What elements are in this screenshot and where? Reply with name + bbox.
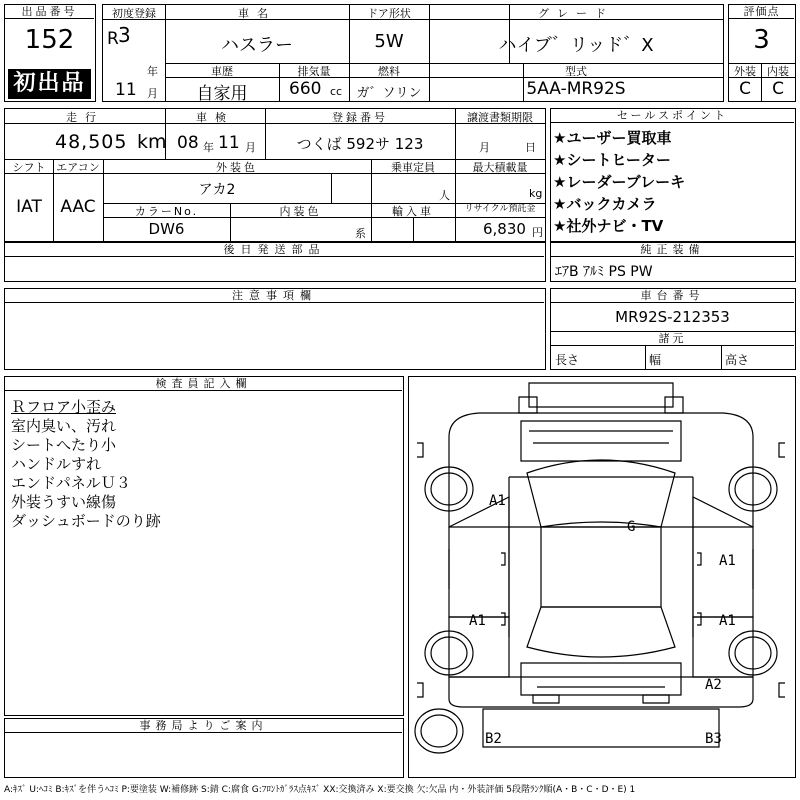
first-reg-month-unit: 月 bbox=[147, 87, 158, 100]
inspector-note-line: 室内臭い、汚れ bbox=[11, 417, 117, 435]
transfer-month-unit: 月 bbox=[479, 141, 490, 154]
transfer-label: 譲渡書類期限 bbox=[467, 111, 533, 124]
sales-point-item: ★レーダーブレーキ bbox=[553, 173, 686, 191]
fuel-label: 燃料 bbox=[378, 65, 400, 78]
first-reg-label: 初度登録 bbox=[112, 7, 156, 20]
sales-point-item: ★社外ナビ・TV bbox=[553, 217, 664, 235]
overall-score: 3 bbox=[753, 25, 770, 55]
inspection-month-unit: 月 bbox=[245, 141, 256, 154]
recycle-unit: 円 bbox=[532, 226, 543, 239]
car-outline-diagram bbox=[409, 377, 794, 776]
lot-box bbox=[4, 4, 96, 102]
first-reg-era: R bbox=[107, 29, 119, 49]
inspection-year: 08 bbox=[177, 133, 199, 153]
aircon: AAC bbox=[60, 197, 96, 217]
displacement-unit: cc bbox=[330, 85, 343, 98]
fuel: ガ゛ソリン bbox=[356, 86, 422, 101]
model-code: 5AA-MR92S bbox=[526, 79, 626, 99]
shipping-parts-box bbox=[4, 242, 546, 282]
damage-mark-rear-bumper-left: B2 bbox=[485, 731, 502, 747]
sales-point-item: ★ユーザー買取車 bbox=[553, 129, 672, 147]
exterior-color: アカ2 bbox=[198, 182, 236, 198]
interior-color-unit: 系 bbox=[355, 227, 366, 240]
equipment-box bbox=[550, 242, 796, 282]
grade: ハイブ゛リッド゛X bbox=[498, 35, 654, 56]
max-load-unit: kg bbox=[529, 187, 543, 200]
inspector-note-line: ダッシュボードのり跡 bbox=[11, 512, 161, 530]
inspector-note-line: ハンドルすれ bbox=[11, 455, 102, 473]
score-label: 評価点 bbox=[729, 5, 794, 19]
notes-label: 注意事項欄 bbox=[5, 289, 544, 303]
length-label: 長さ bbox=[555, 353, 580, 367]
chassis-number: MR92S-212353 bbox=[615, 308, 730, 326]
interior-score: C bbox=[772, 79, 784, 99]
notes-box bbox=[4, 288, 546, 370]
capacity-label: 乗車定員 bbox=[391, 161, 435, 174]
equipment-list: ｴｱB ｱﾙﾐ PS PW bbox=[555, 264, 653, 280]
exterior-score-label: 外装 bbox=[734, 65, 756, 78]
displacement: 660 bbox=[289, 79, 322, 99]
inspector-note-line: 外装うすい線傷 bbox=[11, 493, 117, 511]
plate-label: 登録番号 bbox=[332, 111, 388, 124]
mileage: 48,505 bbox=[55, 131, 128, 153]
door-label: ドア形状 bbox=[367, 7, 411, 20]
exterior-color-label: 外装色 bbox=[216, 161, 258, 174]
recycle-label: リサイクル預託金 bbox=[464, 204, 536, 214]
chassis-box bbox=[550, 288, 796, 370]
history-label: 車歴 bbox=[211, 65, 233, 78]
color-no-label: カラーNo. bbox=[134, 205, 199, 218]
grade-label: グレード bbox=[538, 7, 614, 20]
exterior-score: C bbox=[739, 79, 751, 99]
office-notice-box bbox=[4, 718, 404, 778]
inspection-year-unit: 年 bbox=[203, 141, 214, 154]
shift-label: シフト bbox=[12, 161, 46, 174]
dimensions-label: 諸元 bbox=[551, 332, 794, 346]
equipment-label: 純正装備 bbox=[551, 243, 794, 257]
score-box bbox=[728, 4, 796, 102]
aircon-label: エアコン bbox=[56, 161, 100, 174]
inspector-notes-box bbox=[4, 376, 404, 716]
width-label: 幅 bbox=[649, 353, 662, 367]
car-name: ハスラー bbox=[221, 35, 293, 56]
plate-number: つくば 592サ 123 bbox=[296, 135, 424, 153]
interior-color-label: 内装色 bbox=[279, 205, 322, 218]
shipping-parts-label: 後日発送部品 bbox=[5, 243, 544, 257]
first-reg-year: 3 bbox=[118, 23, 131, 47]
first-listing-badge: 初出品 bbox=[8, 69, 91, 99]
mileage-unit: km bbox=[137, 131, 167, 153]
mileage-label: 走行 bbox=[66, 111, 104, 124]
max-load-label: 最大積載量 bbox=[472, 161, 528, 174]
damage-mark-front-right-door: A1 bbox=[719, 553, 736, 569]
legend: A:ｷｽﾞ U:ﾍｺﾐ B:ｷｽﾞを伴うﾍｺﾐ P:要塗装 W:補修跡 S:錆 C:腐食 G:ﾌﾛﾝﾄｶﾞﾗｽ点ｷｽﾞ XX:交換済み X:要交換 欠:欠品 内・外装評価 5段階ﾗﾝｸ順(A・B・C・D・E) 1 bbox=[4, 785, 636, 795]
damage-mark-windshield: G bbox=[627, 519, 636, 535]
capacity-unit: 人 bbox=[439, 189, 450, 202]
damage-diagram bbox=[408, 376, 796, 778]
damage-mark-rear-right-door: A1 bbox=[719, 613, 736, 629]
inspector-note-line: エンドパネルＵ３ bbox=[11, 474, 131, 492]
inspection-month: 11 bbox=[218, 133, 240, 153]
model-label: 型式 bbox=[565, 65, 587, 78]
transfer-day-unit: 日 bbox=[525, 141, 536, 154]
damage-mark-rear-left-door: A1 bbox=[469, 613, 486, 629]
lot-number: 152 bbox=[24, 25, 75, 55]
recycle-fee: 6,830 bbox=[483, 220, 526, 238]
sales-point-item: ★シートヒーター bbox=[553, 151, 671, 169]
inspector-notes-label: 検査員記入欄 bbox=[5, 377, 402, 391]
height-label: 高さ bbox=[725, 353, 750, 367]
displacement-label: 排気量 bbox=[297, 65, 331, 78]
sales-points-box bbox=[550, 108, 796, 242]
inspection-label: 車検 bbox=[196, 111, 234, 124]
lot-label: 出品番号 bbox=[5, 5, 94, 19]
inspector-note-line: シートへたり小 bbox=[11, 436, 117, 454]
damage-mark-rear-right: A2 bbox=[705, 677, 722, 693]
damage-mark-front-left: A1 bbox=[489, 493, 506, 509]
color-no: DW6 bbox=[148, 220, 185, 238]
import-label: 輸入車 bbox=[392, 205, 434, 218]
sales-point-item: ★バックカメラ bbox=[553, 195, 657, 213]
door-type: 5W bbox=[374, 31, 404, 52]
vehicle-info-table bbox=[102, 4, 724, 102]
car-name-label: 車名 bbox=[238, 7, 276, 20]
sales-points-label: セールスポイント bbox=[551, 109, 794, 123]
first-reg-month: 11 bbox=[115, 80, 137, 100]
damage-mark-rear-bumper-right: B3 bbox=[705, 731, 722, 747]
chassis-label: 車台番号 bbox=[551, 289, 794, 303]
office-notice-label: 事務局よりご案内 bbox=[5, 719, 402, 733]
interior-score-label: 内装 bbox=[767, 65, 789, 78]
shift: IAT bbox=[16, 197, 42, 217]
details-table bbox=[4, 108, 546, 242]
history: 自家用 bbox=[196, 84, 248, 104]
first-reg-year-unit: 年 bbox=[147, 65, 158, 78]
inspector-note-line: Ｒフロア小歪み bbox=[11, 398, 117, 416]
